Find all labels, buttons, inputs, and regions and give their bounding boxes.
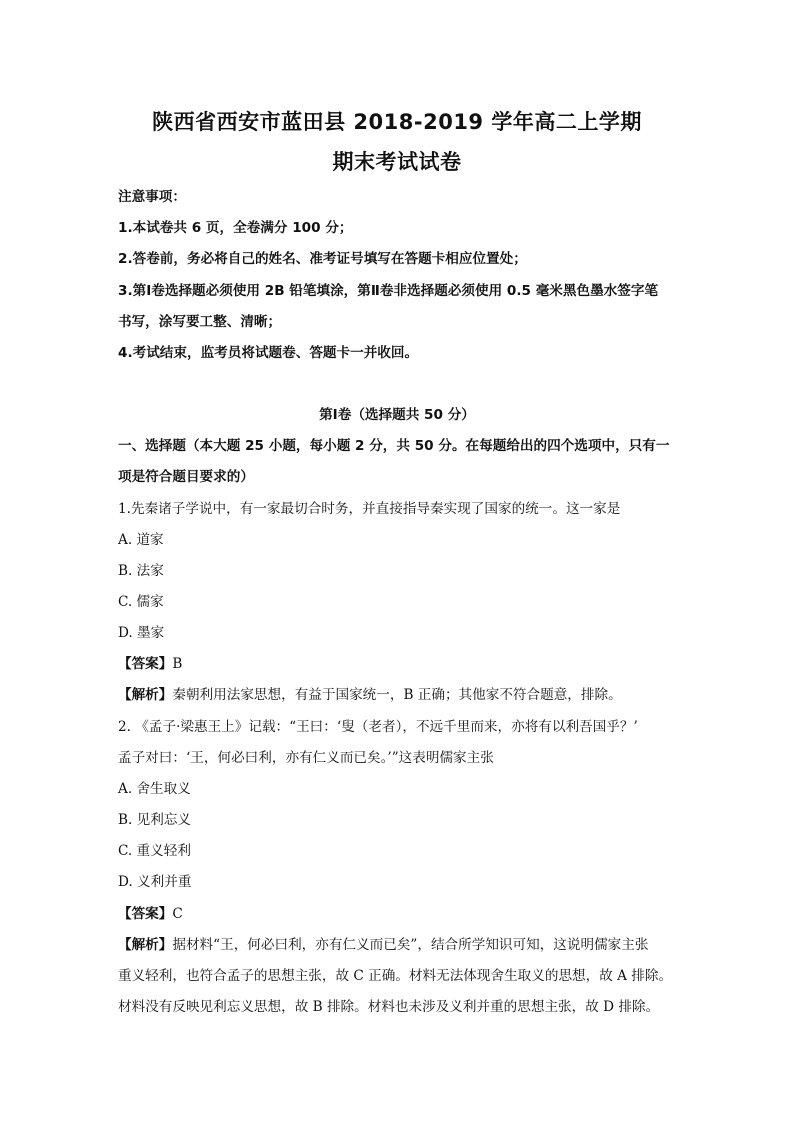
analysis-text: 据材料“王，何必曰利，亦有仁义而已矣”，结合所学知识可知，这说明儒家主张 <box>172 937 649 953</box>
question-1-analysis <box>118 686 688 704</box>
question-1-stem: 1.先秦诸子学说中，有一家最切合时务，并直接指导秦实现了国家的统一。这一家是 <box>118 501 621 517</box>
answer-label: 【答案】 <box>118 906 173 922</box>
section-intro-line-1: 一、选择题（本大题 25 小题，每小题 2 分，共 50 分。在每题给出的四个选项中，只有一 <box>118 438 670 454</box>
notice-item-3: 3.第Ⅰ卷选择题必须使用 2B 铅笔填涂，第Ⅱ卷非选择题必须使用 0.5 毫米黑色墨水签字笔 <box>118 283 659 299</box>
answer-value: C <box>172 906 183 922</box>
question-2-stem-line-2: 孟子对曰：‘王，何必曰利，亦有仁义而已矣。’”这表明儒家主张 <box>118 750 494 766</box>
question-2-option-d: D. 义利并重 <box>118 874 192 890</box>
analysis-text: 秦朝利用法家思想，有益于国家统一，B 正确；其他家不符合题意，排除。 <box>172 687 622 703</box>
question-1-option-a: A. 道家 <box>118 532 164 548</box>
question-2-analysis-line-2: 重义轻利，也符合孟子的思想主张，故 C 正确。材料无法体现舍生取义的思想，故 A 排除。 <box>118 968 673 984</box>
question-2-analysis-line-1 <box>118 936 688 954</box>
question-2-stem-line-1: 2. 《孟子·梁惠王上》记载：“王曰：‘叟（老者），不远千里而来，亦将有以利吾国乎？’ <box>118 719 638 735</box>
question-2-analysis-line-3: 材料没有反映见利忘义思想，故 B 排除。材料也未涉及义利并重的思想主张，故 D 排除。 <box>118 999 660 1015</box>
answer-value: B <box>172 656 183 672</box>
notice-item-2: 2.答卷前，务必将自己的姓名、准考证号填写在答题卡相应位置处； <box>118 251 527 267</box>
question-1-option-c: C. 儒家 <box>118 594 164 610</box>
notice-item-3-cont: 书写，涂写要工整、清晰； <box>118 314 282 330</box>
exam-title-line-2: 期末考试试卷 <box>332 150 462 174</box>
analysis-label: 【解析】 <box>118 687 173 703</box>
section-intro-line-2: 项是符合题目要求的） <box>118 469 254 485</box>
notice-item-1: 1.本试卷共 6 页，全卷满分 100 分； <box>118 220 353 236</box>
section-title: 第Ⅰ卷（选择题共 50 分） <box>319 407 475 423</box>
question-1-option-b: B. 法家 <box>118 563 164 579</box>
question-2-option-a: A. 舍生取义 <box>118 781 191 797</box>
question-2-answer <box>118 905 688 923</box>
notice-heading: 注意事项： <box>118 189 186 205</box>
answer-label: 【答案】 <box>118 656 173 672</box>
question-1-answer <box>118 655 688 673</box>
analysis-label: 【解析】 <box>118 937 173 953</box>
question-2-option-b: B. 见利忘义 <box>118 812 192 828</box>
question-2-option-c: C. 重义轻利 <box>118 843 191 859</box>
question-1-option-d: D. 墨家 <box>118 625 165 641</box>
exam-title-line-1: 陕西省西安市蓝田县 2018-2019 学年高二上学期 <box>152 110 642 134</box>
notice-item-4: 4.考试结束，监考员将试题卷、答题卡一并收回。 <box>118 345 419 361</box>
